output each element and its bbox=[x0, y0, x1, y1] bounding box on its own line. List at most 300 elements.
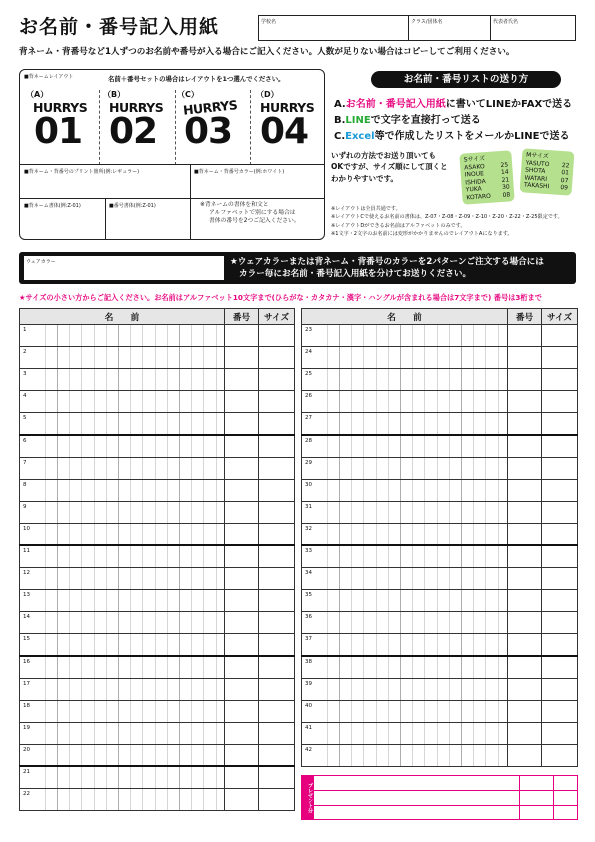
example-number: 25 bbox=[500, 161, 509, 169]
table-row bbox=[302, 678, 578, 700]
example-number: 07 bbox=[560, 176, 569, 185]
method-c bbox=[334, 127, 569, 142]
size-cell[interactable] bbox=[542, 501, 578, 523]
number-cell[interactable] bbox=[225, 612, 259, 634]
example-number: 09 bbox=[560, 183, 569, 192]
size-cell[interactable] bbox=[259, 457, 295, 479]
letter-guides bbox=[34, 458, 220, 479]
example-name: ASAKO bbox=[464, 162, 485, 172]
size-cell[interactable] bbox=[259, 612, 295, 634]
size-cell[interactable] bbox=[259, 722, 295, 744]
size-m-example bbox=[520, 148, 575, 195]
divider bbox=[519, 776, 520, 819]
example-name: ISHIDA bbox=[465, 177, 486, 187]
name-cell[interactable] bbox=[302, 590, 508, 612]
row-number: 27 bbox=[305, 415, 312, 422]
letter-guides bbox=[316, 723, 503, 744]
name-cell[interactable] bbox=[302, 347, 508, 369]
letter-guides bbox=[316, 568, 503, 589]
page-title: お名前・番号記入用紙 bbox=[19, 16, 220, 38]
bubble-title: Sサイズ bbox=[463, 155, 486, 164]
print-location-label: ■背ネーム・背番号のプリント箇所(例:レギュラー) bbox=[24, 169, 140, 175]
table-row bbox=[302, 369, 578, 391]
wear-message-line: カラー毎にお名前・番号記入用紙を分けてお送りください。 bbox=[239, 269, 472, 280]
present-label: プレゼント分 bbox=[302, 776, 314, 819]
letter-guides bbox=[316, 590, 503, 611]
example-number: 21 bbox=[501, 175, 510, 184]
print-color-label: ■背ネーム・背番号カラー(例:ホワイト) bbox=[194, 169, 285, 175]
name-cell[interactable] bbox=[302, 457, 508, 479]
table-row bbox=[20, 788, 295, 810]
letter-guides bbox=[316, 701, 503, 722]
table-row bbox=[20, 347, 295, 369]
note-line: ※レイアウトCで使えるお名前の書体は、Z-07・Z-08・Z-09・Z-10・Z-20・Z-22・Z-25限定です。 bbox=[331, 214, 563, 221]
table-row bbox=[20, 766, 295, 788]
name-cell[interactable] bbox=[20, 523, 225, 545]
note-line: ※レイアウトDができるお名前はアルファベットのみです。 bbox=[331, 222, 466, 229]
layout-b-team: HURRYS bbox=[109, 100, 164, 115]
wear-color-label: ウェアカラー bbox=[26, 259, 56, 265]
row-number: 31 bbox=[305, 503, 312, 510]
method-note-line: いずれの方法でお送り頂いても bbox=[331, 151, 436, 160]
row-number: 37 bbox=[305, 636, 312, 643]
name-cell[interactable] bbox=[20, 413, 225, 435]
size-s-example bbox=[459, 150, 514, 205]
table-row bbox=[20, 457, 295, 479]
name-cell[interactable] bbox=[20, 435, 225, 457]
number-cell[interactable] bbox=[508, 457, 542, 479]
row-number: 32 bbox=[305, 525, 312, 532]
divider bbox=[20, 198, 324, 199]
name-cell[interactable] bbox=[20, 568, 225, 590]
size-cell[interactable] bbox=[259, 435, 295, 457]
name-cell[interactable] bbox=[20, 590, 225, 612]
number-cell[interactable] bbox=[225, 700, 259, 722]
method-highlight: Excel bbox=[345, 131, 375, 142]
name-cell[interactable] bbox=[20, 744, 225, 766]
table-row bbox=[302, 501, 578, 523]
divider bbox=[190, 198, 191, 239]
row-number: 20 bbox=[23, 746, 30, 753]
entry-table-left bbox=[19, 308, 295, 811]
number-cell[interactable] bbox=[508, 479, 542, 501]
letter-guides bbox=[34, 568, 220, 589]
method-note bbox=[331, 150, 461, 184]
name-cell[interactable] bbox=[302, 568, 508, 590]
row-number: 16 bbox=[23, 658, 30, 665]
row-number: 4 bbox=[23, 393, 27, 400]
divider bbox=[99, 90, 100, 165]
name-cell[interactable] bbox=[302, 391, 508, 413]
table-row bbox=[20, 325, 295, 347]
row-number: 5 bbox=[23, 415, 27, 422]
name-cell[interactable] bbox=[20, 656, 225, 678]
size-cell[interactable] bbox=[259, 523, 295, 545]
row-number: 38 bbox=[305, 658, 312, 665]
letter-guides bbox=[316, 347, 503, 368]
number-cell[interactable] bbox=[508, 656, 542, 678]
size-cell[interactable] bbox=[259, 678, 295, 700]
example-name: TAKASHI bbox=[523, 181, 550, 191]
method-b bbox=[334, 111, 481, 126]
name-cell[interactable] bbox=[20, 391, 225, 413]
size-cell[interactable] bbox=[542, 744, 578, 766]
row-number: 2 bbox=[23, 349, 27, 356]
name-cell[interactable] bbox=[20, 545, 225, 567]
letter-guides bbox=[316, 634, 503, 655]
class-label: クラス/団体名 bbox=[411, 19, 443, 25]
class-field[interactable] bbox=[409, 16, 491, 40]
letter-guides bbox=[34, 767, 220, 788]
rep-field[interactable] bbox=[491, 16, 575, 40]
letter-guides bbox=[34, 436, 220, 457]
row-number: 15 bbox=[23, 636, 30, 643]
name-cell[interactable] bbox=[20, 678, 225, 700]
wear-color-bar bbox=[19, 252, 576, 284]
number-cell[interactable] bbox=[225, 325, 259, 347]
number-cell[interactable] bbox=[225, 501, 259, 523]
size-cell[interactable] bbox=[542, 325, 578, 347]
size-cell[interactable] bbox=[542, 457, 578, 479]
table-row bbox=[20, 435, 295, 457]
size-cell[interactable] bbox=[259, 325, 295, 347]
name-cell[interactable] bbox=[302, 612, 508, 634]
example-number: 22 bbox=[561, 161, 570, 170]
number-cell[interactable] bbox=[508, 501, 542, 523]
number-cell[interactable] bbox=[508, 545, 542, 567]
name-cell[interactable] bbox=[302, 678, 508, 700]
size-cell[interactable] bbox=[542, 347, 578, 369]
letter-guides bbox=[34, 701, 220, 722]
name-cell[interactable] bbox=[20, 347, 225, 369]
number-cell[interactable] bbox=[225, 788, 259, 810]
layout-a-letter: （A） bbox=[26, 90, 49, 99]
number-cell[interactable] bbox=[508, 612, 542, 634]
letter-guides bbox=[316, 745, 503, 766]
example-name: KOTARO bbox=[466, 192, 492, 201]
number-cell[interactable] bbox=[508, 700, 542, 722]
method-a bbox=[334, 95, 572, 110]
size-cell[interactable] bbox=[542, 656, 578, 678]
row-number: 13 bbox=[23, 592, 30, 599]
number-cell[interactable] bbox=[225, 634, 259, 656]
name-cell[interactable] bbox=[20, 788, 225, 810]
name-cell[interactable] bbox=[20, 457, 225, 479]
letter-guides bbox=[34, 325, 220, 346]
name-cell[interactable] bbox=[302, 545, 508, 567]
row-number: 34 bbox=[305, 570, 312, 577]
number-cell[interactable] bbox=[508, 435, 542, 457]
size-cell[interactable] bbox=[259, 479, 295, 501]
table-row bbox=[20, 722, 295, 744]
letter-guides bbox=[316, 657, 503, 678]
school-label: 学校名 bbox=[261, 19, 277, 25]
font-note bbox=[200, 202, 300, 225]
name-cell[interactable] bbox=[302, 435, 508, 457]
method-note-line: わかりやすいです。 bbox=[331, 173, 398, 183]
name-cell[interactable] bbox=[302, 700, 508, 722]
letter-guides bbox=[34, 391, 220, 412]
letter-guides bbox=[34, 634, 220, 655]
table-row bbox=[20, 369, 295, 391]
size-cell[interactable] bbox=[259, 545, 295, 567]
divider bbox=[175, 90, 176, 165]
font-note-line: ※背ネームの書体を和文と bbox=[200, 202, 269, 208]
name-cell[interactable] bbox=[20, 722, 225, 744]
layout-section bbox=[19, 69, 325, 240]
font-note-line: アルファベットで別にする場合は bbox=[209, 209, 296, 216]
table-row bbox=[20, 479, 295, 501]
letter-guides bbox=[316, 546, 503, 567]
subtitle: 背ネーム・背番号など1人ずつのお名前や番号が入る場合にご記入ください。人数が足りない場合はコピーしてご利用ください。 bbox=[19, 47, 515, 57]
layout-label: ■背ネームレイアウト bbox=[24, 74, 74, 80]
example-number: 01 bbox=[561, 169, 570, 177]
table-row bbox=[302, 656, 578, 678]
number-cell[interactable] bbox=[225, 744, 259, 766]
layout-c-letter: （C） bbox=[177, 90, 199, 99]
name-cell[interactable] bbox=[302, 523, 508, 545]
size-cell[interactable] bbox=[259, 788, 295, 810]
method-text: 等で作成したリストをメールかLINEで送る bbox=[374, 131, 570, 142]
wear-color-field[interactable] bbox=[24, 256, 224, 280]
size-cell[interactable] bbox=[542, 545, 578, 567]
row-number: 36 bbox=[305, 614, 312, 621]
size-cell[interactable] bbox=[542, 523, 578, 545]
divider bbox=[314, 790, 577, 791]
column-header-number: 番号 bbox=[508, 309, 542, 325]
name-cell[interactable] bbox=[20, 766, 225, 788]
table-row bbox=[302, 479, 578, 501]
name-cell[interactable] bbox=[302, 369, 508, 391]
table-row bbox=[302, 435, 578, 457]
table-row bbox=[20, 612, 295, 634]
row-number: 6 bbox=[23, 437, 27, 444]
table-row bbox=[302, 612, 578, 634]
example-number: 14 bbox=[500, 168, 509, 176]
number-cell[interactable] bbox=[225, 391, 259, 413]
number-cell[interactable] bbox=[508, 391, 542, 413]
size-cell[interactable] bbox=[259, 634, 295, 656]
table-row bbox=[302, 700, 578, 722]
letter-guides bbox=[316, 458, 503, 479]
column-header-size: サイズ bbox=[259, 309, 295, 325]
layout-d-team: HURRYS bbox=[260, 100, 315, 115]
number-font-label: ■番号書体(例:Z-01) bbox=[109, 203, 156, 209]
table-row bbox=[20, 568, 295, 590]
size-cell[interactable] bbox=[259, 744, 295, 766]
number-cell[interactable] bbox=[225, 369, 259, 391]
table-row bbox=[20, 700, 295, 722]
number-cell[interactable] bbox=[225, 523, 259, 545]
number-cell[interactable] bbox=[508, 634, 542, 656]
name-cell[interactable] bbox=[302, 634, 508, 656]
size-cell[interactable] bbox=[542, 413, 578, 435]
size-cell[interactable] bbox=[259, 656, 295, 678]
size-cell[interactable] bbox=[542, 722, 578, 744]
table-row bbox=[20, 678, 295, 700]
row-number: 28 bbox=[305, 437, 312, 444]
bubble-title: Mサイズ bbox=[525, 151, 550, 161]
number-cell[interactable] bbox=[508, 568, 542, 590]
size-cell[interactable] bbox=[542, 479, 578, 501]
table-row bbox=[302, 590, 578, 612]
row-number: 17 bbox=[23, 680, 30, 687]
name-cell[interactable] bbox=[20, 501, 225, 523]
name-cell[interactable] bbox=[302, 722, 508, 744]
size-cell[interactable] bbox=[259, 369, 295, 391]
size-cell[interactable] bbox=[259, 766, 295, 788]
row-number: 23 bbox=[305, 327, 312, 333]
method-text: に書いてLINEかFAXで送る bbox=[445, 99, 573, 110]
column-header-number: 番号 bbox=[225, 309, 259, 325]
number-cell[interactable] bbox=[225, 457, 259, 479]
note-line: ※1文字・2文字のお名前には変形がかかりませんのでレイアウトAになります。 bbox=[331, 231, 513, 238]
divider bbox=[20, 164, 324, 165]
note-line: ※レイアウトは全員共通です。 bbox=[331, 206, 401, 212]
name-cell[interactable] bbox=[20, 612, 225, 634]
size-note: ★サイズの小さい方からご記入ください。お名前はアルファベット10文字まで(ひらがな・カタカナ・漢字・ハングルが含まれる場合は7文字まで) 番号は3桁まで bbox=[19, 293, 542, 302]
size-cell[interactable] bbox=[542, 435, 578, 457]
number-cell[interactable] bbox=[508, 413, 542, 435]
number-cell[interactable] bbox=[508, 722, 542, 744]
table-row bbox=[20, 501, 295, 523]
letter-guides bbox=[316, 679, 503, 700]
rep-label: 代表者氏名 bbox=[493, 19, 519, 25]
size-cell[interactable] bbox=[542, 634, 578, 656]
number-cell[interactable] bbox=[225, 766, 259, 788]
column-header-name: 名 前 bbox=[20, 309, 225, 325]
method-prefix: C. bbox=[334, 131, 346, 142]
number-cell[interactable] bbox=[225, 347, 259, 369]
school-field[interactable] bbox=[259, 16, 409, 40]
name-cell[interactable] bbox=[302, 656, 508, 678]
row-number: 33 bbox=[305, 548, 312, 555]
name-cell[interactable] bbox=[20, 700, 225, 722]
number-cell[interactable] bbox=[225, 545, 259, 567]
number-cell[interactable] bbox=[225, 656, 259, 678]
example-number: 30 bbox=[501, 183, 510, 191]
size-cell[interactable] bbox=[542, 700, 578, 722]
size-cell[interactable] bbox=[542, 590, 578, 612]
name-cell[interactable] bbox=[302, 501, 508, 523]
table-row bbox=[20, 523, 295, 545]
row-number: 9 bbox=[23, 503, 27, 510]
name-cell[interactable] bbox=[20, 325, 225, 347]
size-cell[interactable] bbox=[259, 413, 295, 435]
name-cell[interactable] bbox=[302, 744, 508, 766]
number-cell[interactable] bbox=[508, 590, 542, 612]
name-cell[interactable] bbox=[302, 413, 508, 435]
method-prefix: B. bbox=[334, 115, 346, 126]
letter-guides bbox=[316, 524, 503, 545]
table-row bbox=[20, 590, 295, 612]
table-row bbox=[302, 634, 578, 656]
layout-d-letter: （D） bbox=[256, 90, 279, 99]
row-number: 25 bbox=[305, 371, 312, 378]
number-cell[interactable] bbox=[508, 347, 542, 369]
row-number: 1 bbox=[23, 327, 27, 333]
example-name: YASUTO bbox=[525, 158, 550, 168]
layout-notes bbox=[331, 205, 563, 239]
table-row bbox=[302, 391, 578, 413]
method-highlight: LINE bbox=[345, 115, 371, 126]
letter-guides bbox=[316, 369, 503, 390]
layout-a-team: HURRYS bbox=[33, 100, 88, 115]
number-cell[interactable] bbox=[225, 722, 259, 744]
size-cell[interactable] bbox=[542, 678, 578, 700]
table-row bbox=[302, 457, 578, 479]
table-row bbox=[20, 545, 295, 567]
size-cell[interactable] bbox=[542, 612, 578, 634]
name-cell[interactable] bbox=[20, 479, 225, 501]
font-note-line: 書体の番号を2つご記入ください。 bbox=[209, 217, 300, 224]
size-cell[interactable] bbox=[542, 568, 578, 590]
letter-guides bbox=[34, 679, 220, 700]
name-cell[interactable] bbox=[20, 634, 225, 656]
row-number: 42 bbox=[305, 746, 312, 753]
size-cell[interactable] bbox=[542, 369, 578, 391]
table-row bbox=[20, 634, 295, 656]
method-text: で文字を直接打って送る bbox=[370, 115, 481, 126]
size-cell[interactable] bbox=[259, 568, 295, 590]
letter-guides bbox=[316, 325, 503, 346]
letter-guides bbox=[316, 391, 503, 412]
row-number: 12 bbox=[23, 570, 30, 577]
name-font-label: ■背ネーム書体(例:Z-01) bbox=[24, 203, 81, 209]
number-cell[interactable] bbox=[225, 413, 259, 435]
size-cell[interactable] bbox=[542, 391, 578, 413]
row-number: 30 bbox=[305, 481, 312, 488]
letter-guides bbox=[34, 413, 220, 434]
number-cell[interactable] bbox=[508, 523, 542, 545]
name-cell[interactable] bbox=[302, 479, 508, 501]
name-cell[interactable] bbox=[302, 325, 508, 347]
letter-guides bbox=[34, 347, 220, 368]
wear-color-message bbox=[230, 256, 572, 281]
divider bbox=[553, 776, 554, 819]
letter-guides bbox=[34, 590, 220, 611]
method-highlight: お名前・番号記入用紙 bbox=[345, 99, 446, 110]
row-number: 35 bbox=[305, 592, 312, 599]
number-cell[interactable] bbox=[225, 678, 259, 700]
number-cell[interactable] bbox=[225, 435, 259, 457]
row-number: 29 bbox=[305, 459, 312, 466]
table-row bbox=[20, 413, 295, 435]
column-header-size: サイズ bbox=[542, 309, 578, 325]
number-cell[interactable] bbox=[508, 678, 542, 700]
number-cell[interactable] bbox=[508, 369, 542, 391]
table-row bbox=[20, 744, 295, 766]
size-cell[interactable] bbox=[259, 590, 295, 612]
number-cell[interactable] bbox=[508, 325, 542, 347]
header-fields bbox=[258, 15, 576, 41]
layout-a-number: 01 bbox=[34, 111, 83, 152]
row-number: 8 bbox=[23, 481, 27, 488]
number-cell[interactable] bbox=[225, 590, 259, 612]
number-cell[interactable] bbox=[225, 479, 259, 501]
letter-guides bbox=[316, 436, 503, 457]
size-cell[interactable] bbox=[259, 347, 295, 369]
size-cell[interactable] bbox=[259, 501, 295, 523]
number-cell[interactable] bbox=[508, 744, 542, 766]
size-cell[interactable] bbox=[259, 391, 295, 413]
row-number: 24 bbox=[305, 349, 312, 356]
column-header-name: 名 前 bbox=[302, 309, 508, 325]
divider bbox=[190, 164, 191, 198]
name-cell[interactable] bbox=[20, 369, 225, 391]
size-cell[interactable] bbox=[259, 700, 295, 722]
number-cell[interactable] bbox=[225, 568, 259, 590]
